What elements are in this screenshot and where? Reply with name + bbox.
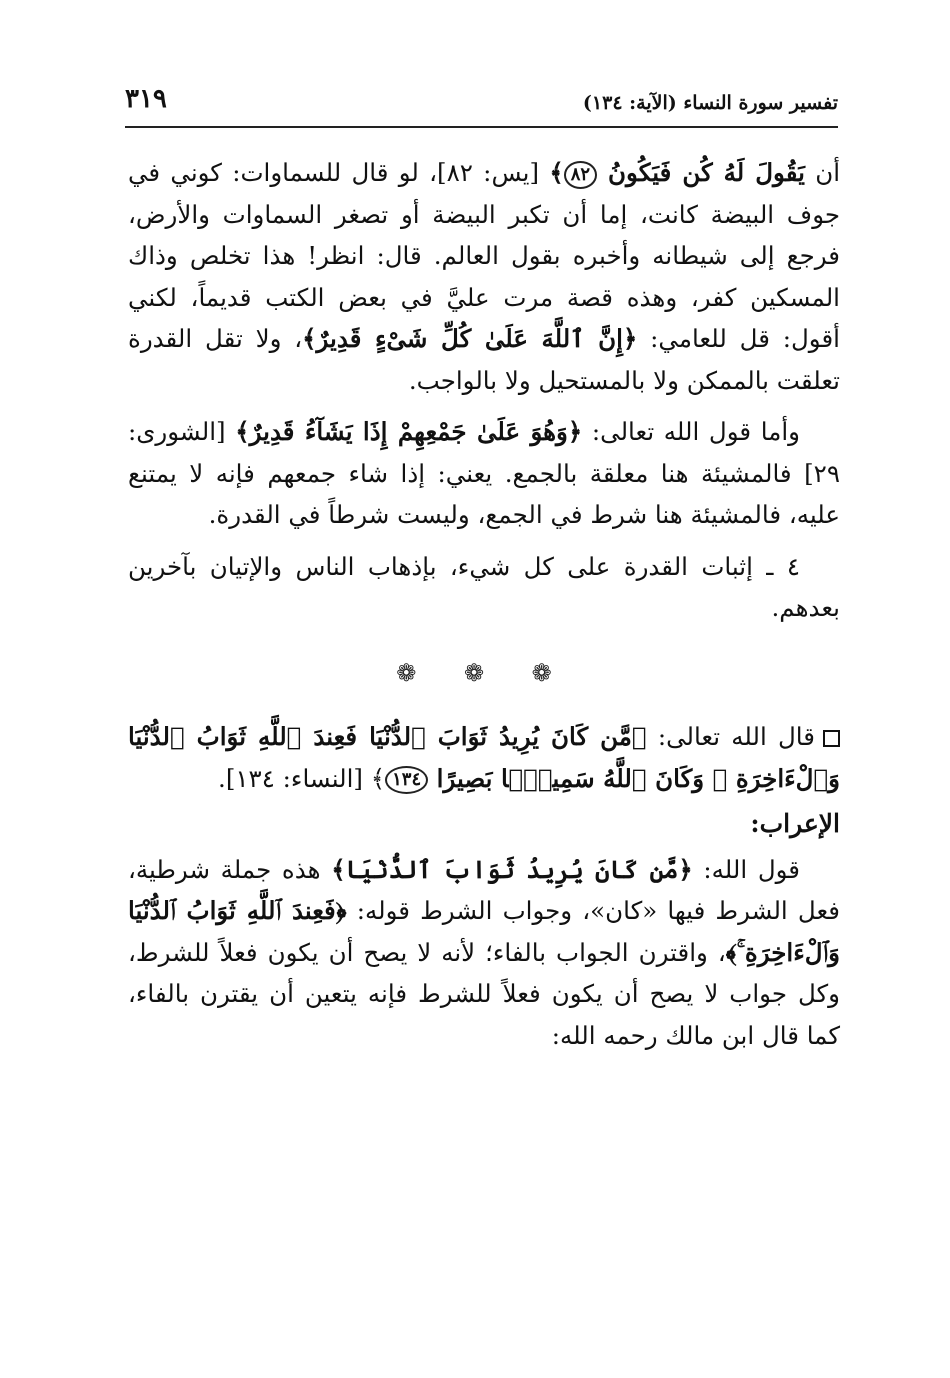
text-run: أن bbox=[815, 158, 841, 187]
paragraph-2 bbox=[128, 411, 840, 536]
quran-text: يَقُولَ لَهُ كُن فَيَكُونُ bbox=[608, 158, 805, 187]
paragraph-5 bbox=[128, 849, 840, 1057]
page-number: ٣١٩ bbox=[125, 84, 167, 114]
quran-quote: ﴿فَعِندَ ٱللَّهِ ثَوَابُ ٱلدُّنْيَا وَٱلْءَاخِرَةِ ۚ﴾ bbox=[128, 896, 840, 967]
paragraph-verse bbox=[128, 716, 840, 799]
section-heading: الإعراب: bbox=[750, 809, 840, 838]
section-divider-stars: ❁ ❁ ❁ bbox=[396, 658, 572, 687]
running-title: تفسير سورة النساء (الآية: ١٣٤) bbox=[582, 92, 838, 114]
paragraph-1 bbox=[128, 152, 840, 401]
paragraph-3: ٤ ـ إثبات القدرة على كل شيء، بإذهاب الناس والإتيان بآخرين بعدهم. bbox=[128, 551, 840, 622]
text-run: ﴾ [النساء: ١٣٤]. bbox=[218, 763, 386, 793]
text-run: [الشورى: ٢٩] فالمشيئة هنا معلقة بالجمع. يعني: إذا شاء جمعهم فإنه لا يمتنع عليه، فالمشيئة هنا شرط في الجمع، وليست شرطاً في القدرة. bbox=[128, 417, 840, 529]
text-run: [يس: ٨٢]، لو قال للسماوات: كوني في جوف البيضة كانت، إما أن تكبر البيضة أو تصغر السماوات والأرض، فرجع إلى شيطانه وأخبره بقول العالم. قال: انظر! هذا تخلص وذاك المسكين كفر، وهذه قصة مرت عليَّ في بعض الكتب قديماً، لكني أقول: قل للعامي: bbox=[128, 158, 840, 353]
text-run: وأما قول الله تعالى: bbox=[591, 417, 800, 446]
text-run: قول الله: bbox=[703, 854, 801, 884]
quran-quote: ﴿مَّن كَانَ يُرِيدُ ثَوَابَ ٱلدُّنْيَا﴾ bbox=[331, 854, 693, 884]
text-run: ، واقترن الجواب بالفاء؛ لأنه لا يصح أن يكون فعلاً للشرط، وكل جواب لا يصح أن يكون فعلاً للشرط فإنه يتعين أن يقترن بالفاء، كما قال ابن مالك رحمه الله: bbox=[128, 937, 840, 1050]
page-body bbox=[128, 152, 840, 1056]
text-run: هذه جملة شرطية، فعل الشرط فيها «كان»، وجواب الشرط قوله: bbox=[128, 854, 840, 925]
quran-text: ﴿مَّن كَانَ يُرِيدُ ثَوَابَ ٱلدُّنْيَا فَعِندَ ٱللَّهِ ثَوَابُ ٱلدُّنْيَا وَٱلْءَاخِرَةِ ۚ وَكَانَ ٱللَّهُ سَمِيعًۢا بَصِيرًا bbox=[128, 722, 840, 793]
quran-quote: يَقُولَ لَهُ كُن فَيَكُونُ ٨٢﴾ bbox=[549, 158, 805, 187]
text-run: ، ولا تقل القدرة تعلقت بالممكن ولا بالمستحيل ولا بالواجب. bbox=[128, 324, 840, 395]
quran-quote: ﴿إِنَّ ٱللَّهَ عَلَىٰ كُلِّ شَىْءٍ قَدِيرٌ﴾ bbox=[302, 324, 638, 353]
verse-number-marker: ٨٢ bbox=[564, 161, 597, 189]
verse-number-marker: ١٣٤ bbox=[385, 766, 428, 794]
quran-quote: ﴿وَهُوَ عَلَىٰ جَمْعِهِمْ إِذَا يَشَآءُ قَدِيرٌ﴾ bbox=[235, 417, 583, 446]
page-header bbox=[125, 82, 838, 128]
text-run: قال الله تعالى: bbox=[657, 722, 815, 751]
square-bullet-icon bbox=[823, 730, 840, 747]
